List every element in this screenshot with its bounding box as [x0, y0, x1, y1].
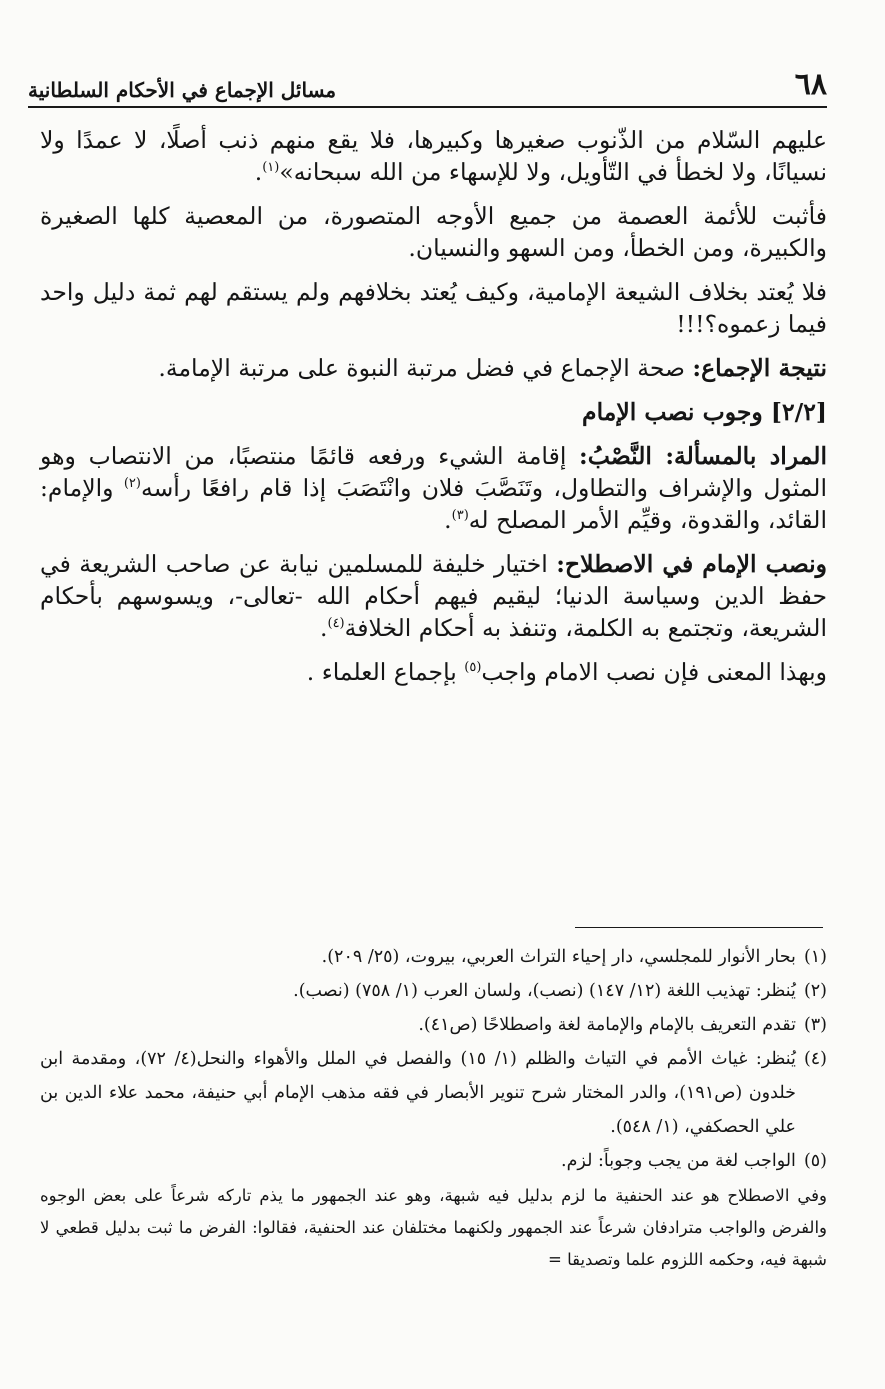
- page-number: ٦٨: [794, 67, 827, 102]
- footnote-ref-3[interactable]: (٣): [451, 508, 469, 524]
- technical-meaning-label: ونصب الإمام في الاصطلاح:: [556, 550, 827, 578]
- footnote-ref-1[interactable]: (١): [262, 160, 280, 176]
- paragraph-linguistic-meaning: المراد بالمسألة: النَّصْبُ: إقامة الشيء ورفعه قائمًا منتصبًا، من الانتصاب وهو المثول والإشراف والتطاول، وتَنَصَّبَ فلان وانْتَصَبَ إذا قام رافعًا رأسه$^{(٢)}$ والإمام: القائد، والقدوة، وقيِّم الأمر المصلح له$^{(٣)}$.: [40, 442, 828, 534]
- section-heading: [٢/٢] وجوب نصب الإمام: [582, 398, 827, 426]
- footnote-5-continuation: وفي الاصطلاح هو عند الحنفية ما لزم بدليل فيه شبهة، وهو عند الجمهور ما يذم تاركه شرعاً على بعض الوجوه والفرض والواجب مترادفان شرعاً عند الجمهور ولكنهما مختلفان عند الحنفية، فقالوا: الفرض ما ثبت بدليل قطعي لا شبهة فيه، وحكمه اللزوم علما وتصديقا =: [40, 1186, 827, 1269]
- running-title: مسائل الإجماع في الأحكام السلطانية: [28, 78, 337, 102]
- footnote-3: [40, 1008, 827, 1042]
- footnote-ref-4[interactable]: (٤): [327, 616, 345, 632]
- consensus-result-label: نتيجة الإجماع:: [692, 354, 827, 382]
- footnote-text: الواجب لغة من يجب وجوباً: لزم.: [561, 1151, 796, 1171]
- footnote-text: بحار الأنوار للمجلسي، دار إحياء التراث العربي، بيروت، (٢٥/ ٢٠٩).: [321, 947, 796, 967]
- footnote-number: (١): [803, 947, 827, 967]
- paragraph-consensus-result: نتيجة الإجماع: صحة الإجماع في فضل مرتبة النبوة على مرتبة الإمامة.: [158, 354, 827, 382]
- footnote-number: (٢): [803, 981, 827, 1001]
- footnote-divider: [575, 927, 823, 928]
- footnote-number: (٥): [803, 1151, 827, 1171]
- footnote-number: (٤): [803, 1049, 827, 1069]
- paragraph-shia-dissent: فلا يُعتد بخلاف الشيعة الإمامية، وكيف يُعتد بخلافهم ولم يستقم لهم ثمة دليل واحد فيما زعموه؟!!!: [40, 278, 827, 338]
- paragraph-obligation: وبهذا المعنى فإن نصب الامام واجب$^{(٥)}$ بإجماع العلماء .: [306, 658, 827, 686]
- footnotes: [40, 940, 827, 1276]
- paragraph-infallibility: فأثبت للأئمة العصمة من جميع الأوجه المتصورة، من المعصية كلها الصغيرة والكبيرة، ومن الخطأ، ومن السهو والنسيان.: [40, 202, 827, 262]
- footnote-text: يُنظر: تهذيب اللغة (١٢/ ١٤٧) (نصب)، ولسان العرب (١/ ٧٥٨) (نصب).: [293, 981, 796, 1001]
- footnote-5: [40, 1144, 827, 1178]
- issue-meaning-label: المراد بالمسألة: النَّصْبُ:: [579, 442, 828, 470]
- footnote-text: تقدم التعريف بالإمام والإمامة لغة واصطلاحًا (ص٤١).: [418, 1015, 796, 1035]
- footnote-ref-2[interactable]: (٢): [123, 476, 141, 492]
- footnote-4: [40, 1042, 827, 1144]
- footnote-2: [40, 974, 827, 1008]
- footnote-number: (٣): [803, 1015, 827, 1035]
- page-header: [28, 60, 827, 108]
- main-text: [40, 124, 827, 704]
- paragraph-technical-meaning: ونصب الإمام في الاصطلاح: اختيار خليفة للمسلمين نيابة عن صاحب الشريعة في حفظ الدين وسياسة الدنيا؛ ليقيم فيهم أحكام الله -تعالى-، ويسوسهم بأحكام الشريعة، وتجتمع به الكلمة، وتنفذ به أحكام الخلافة$^{(٤)}$.: [40, 550, 827, 642]
- footnote-text: يُنظر: غياث الأمم في التياث والظلم (١/ ١٥) والفصل في الملل والأهواء والنحل(٤/ ٧٢)، ومقدمة ابن خلدون (ص١٩١)، والدر المختار شرح تنوير الأبصار في فقه مذهب الإمام أبي حنيفة، محمد علاء الدين بن علي الحصكفي، (١/ ٥٤٨).: [40, 1049, 796, 1137]
- footnote-ref-5[interactable]: (٥): [464, 660, 482, 676]
- footnote-1: [40, 940, 827, 974]
- paragraph-quote-end: عليهم السّلام من الذّنوب صغيرها وكبيرها، فلا يقع منهم ذنب أصلًا، لا عمدًا ولا نسيانًا، ولا لخطأ في التّأويل، ولا للإسهاء من الله سبحانه»$^{(١)}$.: [40, 126, 827, 186]
